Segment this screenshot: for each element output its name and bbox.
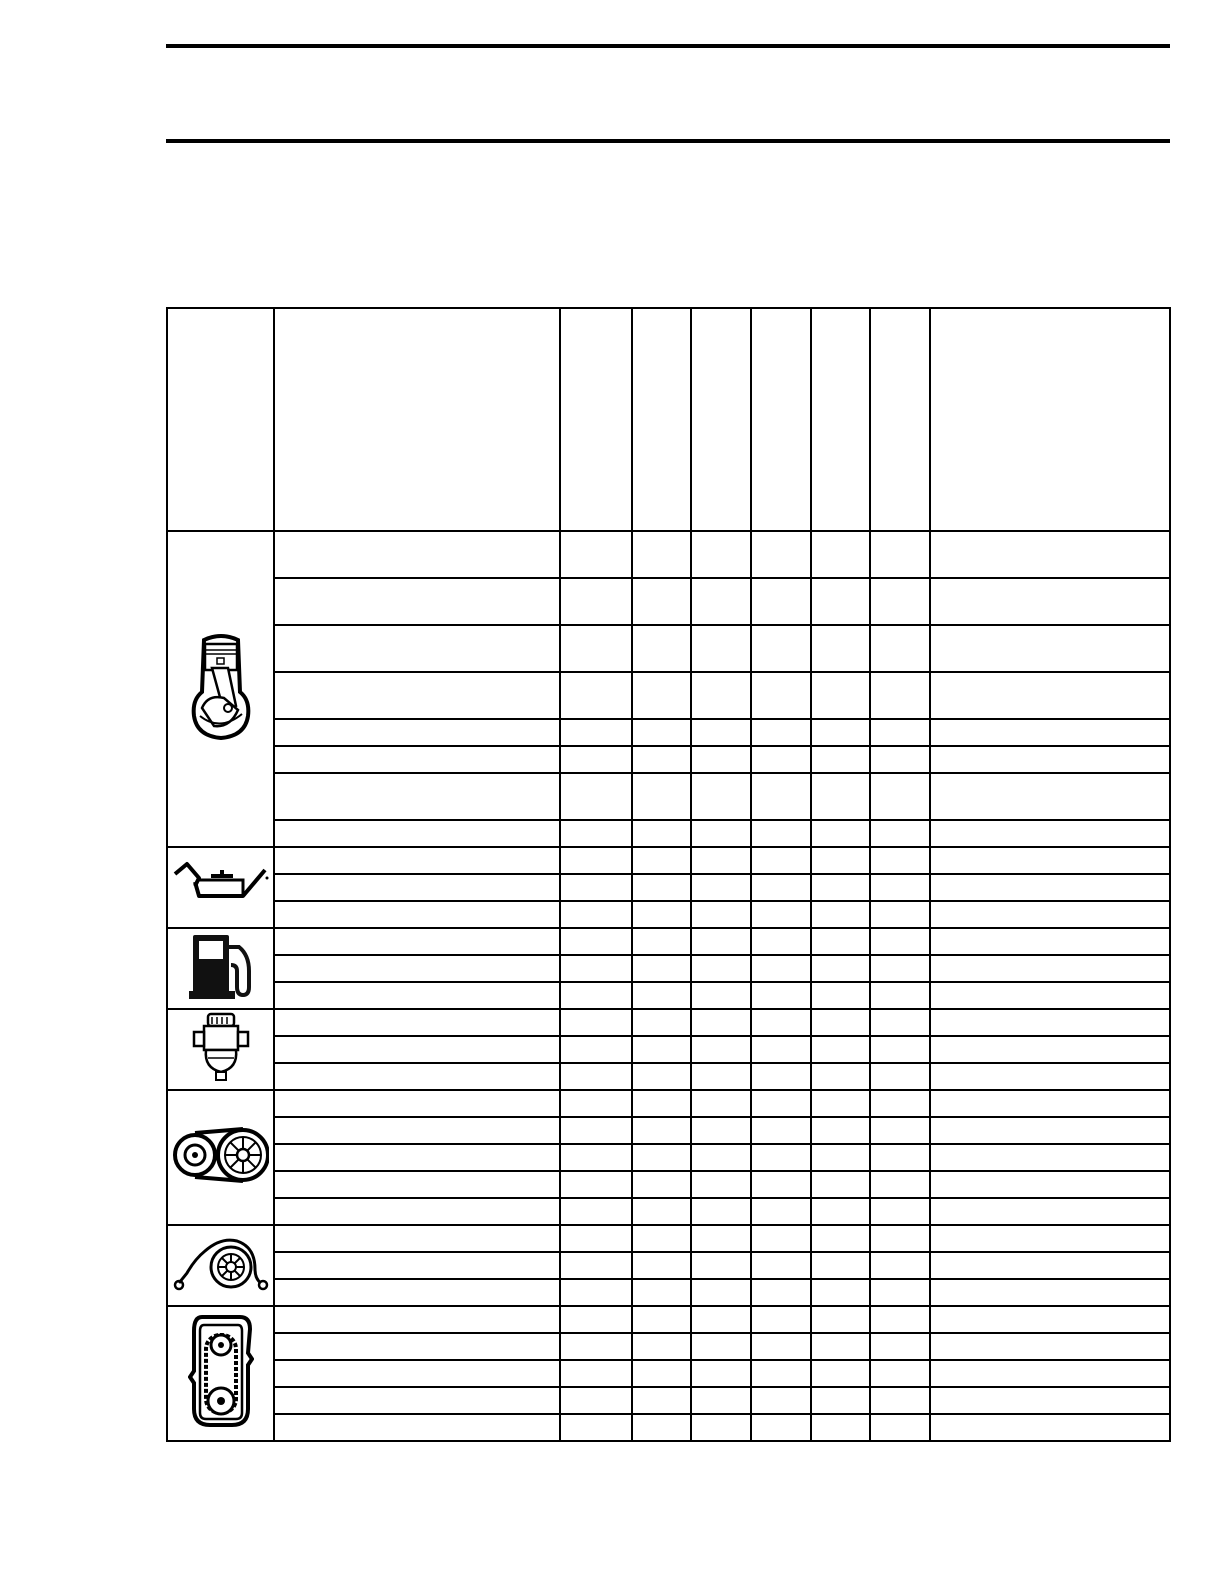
interval-cell [811, 1117, 870, 1144]
engine-piston-icon [190, 632, 252, 742]
interval-cell [870, 928, 930, 955]
table-row [167, 928, 1170, 955]
item-description-cell [274, 1387, 560, 1414]
interval-cell [560, 1279, 632, 1306]
interval-cell [632, 1333, 691, 1360]
table-row [167, 1036, 1170, 1063]
interval-cell [751, 1144, 811, 1171]
interval-cell [811, 1198, 870, 1225]
interval-cell [560, 1063, 632, 1090]
remarks-cell [930, 773, 1170, 820]
interval-cell [870, 1252, 930, 1279]
interval-cell [560, 625, 632, 672]
interval-cell [870, 1333, 930, 1360]
interval-cell [632, 672, 691, 719]
table-row [167, 1414, 1170, 1441]
interval-cell [560, 1144, 632, 1171]
table-row [167, 1009, 1170, 1036]
interval-cell [560, 1306, 632, 1333]
item-description-cell [274, 1252, 560, 1279]
interval-cell [632, 625, 691, 672]
interval-cell [751, 625, 811, 672]
item-description-cell [274, 719, 560, 746]
interval-cell [560, 982, 632, 1009]
remarks-cell [930, 1171, 1170, 1198]
interval-cell [751, 1387, 811, 1414]
interval-cell [560, 672, 632, 719]
interval-cell [691, 1279, 751, 1306]
remarks-cell [930, 874, 1170, 901]
group-icon-cell [167, 1306, 274, 1441]
interval-cell [751, 719, 811, 746]
header-cell [632, 308, 691, 531]
table-row [167, 874, 1170, 901]
remarks-cell [930, 1279, 1170, 1306]
interval-cell [811, 820, 870, 847]
remarks-cell [930, 1333, 1170, 1360]
header-cell [751, 308, 811, 531]
table-row [167, 1306, 1170, 1333]
remarks-cell [930, 1063, 1170, 1090]
item-description-cell [274, 847, 560, 874]
table-row [167, 672, 1170, 719]
interval-cell [811, 1090, 870, 1117]
interval-cell [691, 1063, 751, 1090]
interval-cell [870, 982, 930, 1009]
table-row [167, 531, 1170, 578]
group-icon-cell [167, 928, 274, 1009]
interval-cell [560, 1360, 632, 1387]
interval-cell [870, 901, 930, 928]
brake-cable-icon [173, 1233, 269, 1293]
item-description-cell [274, 1117, 560, 1144]
interval-cell [870, 672, 930, 719]
interval-cell [691, 1009, 751, 1036]
interval-cell [870, 847, 930, 874]
table-header-row [167, 308, 1170, 531]
interval-cell [751, 847, 811, 874]
table-row [167, 1117, 1170, 1144]
interval-cell [632, 901, 691, 928]
group-icon-cell [167, 531, 274, 847]
table-row [167, 1360, 1170, 1387]
interval-cell [811, 1333, 870, 1360]
interval-cell [751, 1279, 811, 1306]
carburetor-icon [192, 1012, 250, 1082]
interval-cell [811, 1009, 870, 1036]
table-row [167, 1063, 1170, 1090]
interval-cell [870, 1117, 930, 1144]
remarks-cell [930, 1360, 1170, 1387]
interval-cell [811, 625, 870, 672]
table-row [167, 773, 1170, 820]
remarks-cell [930, 847, 1170, 874]
interval-cell [751, 1009, 811, 1036]
remarks-cell [930, 531, 1170, 578]
interval-cell [560, 1090, 632, 1117]
interval-cell [870, 578, 930, 625]
interval-cell [751, 1414, 811, 1441]
table-row [167, 1090, 1170, 1117]
header-cell [274, 308, 560, 531]
item-description-cell [274, 1090, 560, 1117]
remarks-cell [930, 1117, 1170, 1144]
interval-cell [811, 847, 870, 874]
table-row [167, 1144, 1170, 1171]
table-row [167, 1387, 1170, 1414]
remarks-cell [930, 1036, 1170, 1063]
interval-cell [751, 1252, 811, 1279]
item-description-cell [274, 625, 560, 672]
group-icon-cell [167, 1225, 274, 1306]
item-description-cell [274, 1360, 560, 1387]
group-icon-cell [167, 1009, 274, 1090]
interval-cell [870, 625, 930, 672]
interval-cell [632, 1063, 691, 1090]
interval-cell [811, 1279, 870, 1306]
interval-cell [691, 1198, 751, 1225]
chaincase-icon [188, 1313, 254, 1429]
interval-cell [632, 1009, 691, 1036]
interval-cell [560, 1225, 632, 1252]
item-description-cell [274, 672, 560, 719]
interval-cell [691, 874, 751, 901]
interval-cell [870, 531, 930, 578]
interval-cell [751, 746, 811, 773]
interval-cell [870, 1225, 930, 1252]
interval-cell [870, 1036, 930, 1063]
interval-cell [811, 719, 870, 746]
interval-cell [751, 901, 811, 928]
interval-cell [870, 1279, 930, 1306]
remarks-cell [930, 1198, 1170, 1225]
table-row [167, 1252, 1170, 1279]
interval-cell [691, 1036, 751, 1063]
interval-cell [632, 1252, 691, 1279]
interval-cell [560, 773, 632, 820]
interval-cell [870, 820, 930, 847]
header-cell [560, 308, 632, 531]
interval-cell [632, 746, 691, 773]
interval-cell [811, 578, 870, 625]
interval-cell [691, 1144, 751, 1171]
table-row [167, 847, 1170, 874]
interval-cell [811, 1144, 870, 1171]
interval-cell [632, 874, 691, 901]
interval-cell [560, 901, 632, 928]
table-row [167, 746, 1170, 773]
interval-cell [691, 625, 751, 672]
interval-cell [632, 928, 691, 955]
item-description-cell [274, 746, 560, 773]
remarks-cell [930, 820, 1170, 847]
remarks-cell [930, 982, 1170, 1009]
table-row [167, 901, 1170, 928]
remarks-cell [930, 1414, 1170, 1441]
interval-cell [751, 874, 811, 901]
interval-cell [811, 1225, 870, 1252]
interval-cell [691, 578, 751, 625]
remarks-cell [930, 1225, 1170, 1252]
item-description-cell [274, 1063, 560, 1090]
interval-cell [560, 1387, 632, 1414]
interval-cell [870, 1387, 930, 1414]
item-description-cell [274, 1306, 560, 1333]
interval-cell [691, 719, 751, 746]
interval-cell [751, 1306, 811, 1333]
remarks-cell [930, 719, 1170, 746]
item-description-cell [274, 531, 560, 578]
interval-cell [560, 955, 632, 982]
interval-cell [691, 955, 751, 982]
interval-cell [632, 1144, 691, 1171]
item-description-cell [274, 773, 560, 820]
interval-cell [632, 1414, 691, 1441]
drive-belt-pulleys-icon [173, 1125, 269, 1185]
interval-cell [560, 719, 632, 746]
interval-cell [870, 1360, 930, 1387]
interval-cell [691, 531, 751, 578]
interval-cell [751, 773, 811, 820]
table-row [167, 955, 1170, 982]
interval-cell [870, 1009, 930, 1036]
interval-cell [632, 1279, 691, 1306]
item-description-cell [274, 982, 560, 1009]
interval-cell [691, 1090, 751, 1117]
item-description-cell [274, 1279, 560, 1306]
interval-cell [691, 1225, 751, 1252]
interval-cell [632, 578, 691, 625]
interval-cell [751, 1063, 811, 1090]
interval-cell [870, 746, 930, 773]
interval-cell [751, 1090, 811, 1117]
interval-cell [811, 1063, 870, 1090]
interval-cell [632, 1198, 691, 1225]
interval-cell [632, 531, 691, 578]
interval-cell [691, 901, 751, 928]
item-description-cell [274, 1171, 560, 1198]
interval-cell [811, 982, 870, 1009]
interval-cell [632, 1360, 691, 1387]
interval-cell [751, 1225, 811, 1252]
interval-cell [811, 1252, 870, 1279]
interval-cell [751, 955, 811, 982]
interval-cell [632, 820, 691, 847]
interval-cell [751, 1117, 811, 1144]
item-description-cell [274, 1225, 560, 1252]
interval-cell [751, 672, 811, 719]
interval-cell [560, 746, 632, 773]
remarks-cell [930, 1009, 1170, 1036]
interval-cell [632, 1225, 691, 1252]
interval-cell [811, 531, 870, 578]
interval-cell [560, 1171, 632, 1198]
interval-cell [811, 901, 870, 928]
interval-cell [691, 1414, 751, 1441]
interval-cell [870, 1144, 930, 1171]
interval-cell [691, 820, 751, 847]
item-description-cell [274, 874, 560, 901]
remarks-cell [930, 955, 1170, 982]
interval-cell [870, 1090, 930, 1117]
interval-cell [751, 982, 811, 1009]
table-row [167, 820, 1170, 847]
remarks-cell [930, 928, 1170, 955]
remarks-cell [930, 1090, 1170, 1117]
interval-cell [691, 1387, 751, 1414]
interval-cell [632, 1117, 691, 1144]
interval-cell [811, 1171, 870, 1198]
table-row [167, 625, 1170, 672]
interval-cell [560, 847, 632, 874]
interval-cell [560, 1252, 632, 1279]
interval-cell [870, 1198, 930, 1225]
table-row [167, 578, 1170, 625]
remarks-cell [930, 901, 1170, 928]
interval-cell [811, 1036, 870, 1063]
interval-cell [560, 531, 632, 578]
interval-cell [691, 746, 751, 773]
interval-cell [632, 982, 691, 1009]
interval-cell [691, 928, 751, 955]
item-description-cell [274, 1198, 560, 1225]
interval-cell [870, 1063, 930, 1090]
interval-cell [751, 1198, 811, 1225]
interval-cell [751, 1333, 811, 1360]
remarks-cell [930, 578, 1170, 625]
interval-cell [870, 874, 930, 901]
interval-cell [811, 928, 870, 955]
interval-cell [751, 1171, 811, 1198]
interval-cell [691, 982, 751, 1009]
interval-cell [751, 1360, 811, 1387]
item-description-cell [274, 928, 560, 955]
table-row [167, 1279, 1170, 1306]
interval-cell [632, 1171, 691, 1198]
interval-cell [632, 1306, 691, 1333]
interval-cell [811, 1360, 870, 1387]
interval-cell [811, 672, 870, 719]
interval-cell [870, 1171, 930, 1198]
interval-cell [560, 928, 632, 955]
remarks-cell [930, 1252, 1170, 1279]
header-cell [167, 308, 274, 531]
table-row [167, 1225, 1170, 1252]
interval-cell [560, 1198, 632, 1225]
interval-cell [560, 1009, 632, 1036]
header-cell [691, 308, 751, 531]
interval-cell [691, 1360, 751, 1387]
interval-cell [811, 746, 870, 773]
item-description-cell [274, 820, 560, 847]
interval-cell [560, 1036, 632, 1063]
interval-cell [811, 874, 870, 901]
item-description-cell [274, 955, 560, 982]
interval-cell [632, 847, 691, 874]
table-row [167, 1198, 1170, 1225]
interval-cell [811, 1306, 870, 1333]
item-description-cell [274, 1036, 560, 1063]
interval-cell [691, 1306, 751, 1333]
interval-cell [560, 578, 632, 625]
interval-cell [691, 1333, 751, 1360]
remarks-cell [930, 1144, 1170, 1171]
remarks-cell [930, 625, 1170, 672]
interval-cell [811, 773, 870, 820]
interval-cell [632, 1090, 691, 1117]
interval-cell [632, 719, 691, 746]
table-row [167, 1171, 1170, 1198]
interval-cell [691, 672, 751, 719]
interval-cell [560, 1414, 632, 1441]
header-rule-bottom [166, 139, 1170, 143]
group-icon-cell [167, 847, 274, 928]
interval-cell [691, 847, 751, 874]
interval-cell [691, 1252, 751, 1279]
interval-cell [870, 719, 930, 746]
remarks-cell [930, 746, 1170, 773]
fuel-pump-icon [187, 931, 255, 1001]
header-rule-top [166, 44, 1170, 48]
header-cell [870, 308, 930, 531]
interval-cell [560, 874, 632, 901]
remarks-cell [930, 1306, 1170, 1333]
interval-cell [691, 1117, 751, 1144]
interval-cell [751, 578, 811, 625]
interval-cell [751, 531, 811, 578]
interval-cell [870, 1306, 930, 1333]
interval-cell [811, 1414, 870, 1441]
item-description-cell [274, 1333, 560, 1360]
interval-cell [751, 928, 811, 955]
header-cell [930, 308, 1170, 531]
interval-cell [691, 1171, 751, 1198]
table-row [167, 982, 1170, 1009]
interval-cell [751, 1036, 811, 1063]
remarks-cell [930, 672, 1170, 719]
item-description-cell [274, 901, 560, 928]
interval-cell [632, 1387, 691, 1414]
header-cell [811, 308, 870, 531]
interval-cell [870, 773, 930, 820]
interval-cell [811, 1387, 870, 1414]
interval-cell [870, 1414, 930, 1441]
table-row [167, 1333, 1170, 1360]
item-description-cell [274, 1144, 560, 1171]
interval-cell [560, 1117, 632, 1144]
interval-cell [811, 955, 870, 982]
table-row [167, 719, 1170, 746]
remarks-cell [930, 1387, 1170, 1414]
maintenance-chart-table [166, 307, 1171, 1442]
item-description-cell [274, 1009, 560, 1036]
item-description-cell [274, 1414, 560, 1441]
interval-cell [751, 820, 811, 847]
interval-cell [560, 1333, 632, 1360]
interval-cell [632, 773, 691, 820]
interval-cell [632, 955, 691, 982]
interval-cell [560, 820, 632, 847]
interval-cell [691, 773, 751, 820]
oil-can-icon [173, 860, 269, 910]
interval-cell [870, 955, 930, 982]
group-icon-cell [167, 1090, 274, 1225]
item-description-cell [274, 578, 560, 625]
interval-cell [632, 1036, 691, 1063]
